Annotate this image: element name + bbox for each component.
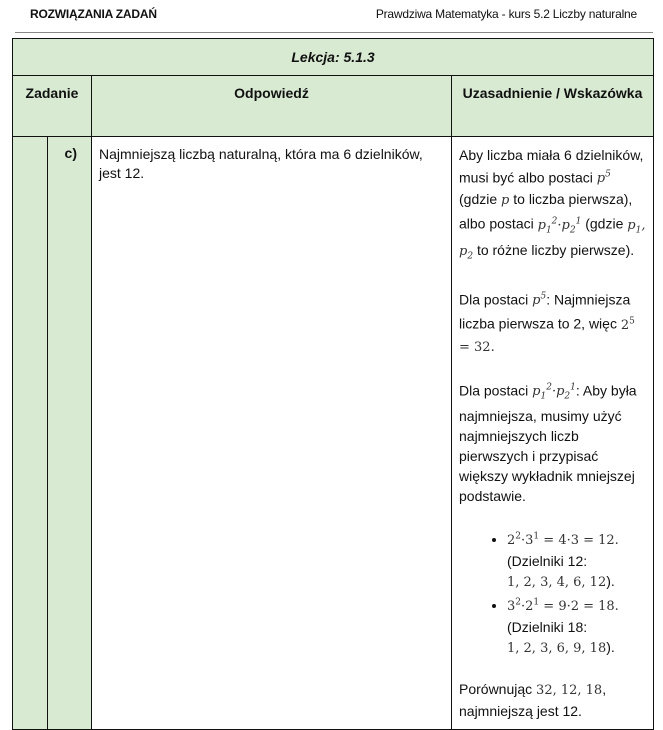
text: (gdzie [581, 215, 628, 232]
divisors-list: 1, 2, 3, 6, 9, 18 [507, 641, 607, 657]
column-header-answer: Odpowiedź [92, 76, 452, 137]
document-header-right: Prawdziwa Matematyka - kurs 5.2 Liczby naturalne [375, 7, 637, 21]
math-expression: 32, 12, 18 [536, 683, 603, 699]
column-header-task: Zadanie [13, 76, 92, 137]
math-expression: $p_1^2\cdot p_2^1$ [537, 216, 582, 236]
math-expression: $2^5 = 32$. [459, 316, 635, 355]
column-header-justification: Uzasadnienie / Wskazówka [452, 76, 654, 137]
task-subid: c) [48, 137, 92, 730]
math-expression: $3^2\cdot 2^1 = 9\cdot 2 = 18$. [507, 597, 619, 615]
task-number-cell [13, 137, 48, 730]
answer-cell: Najmniejszą liczbą naturalną, która ma 6 dzielników, jest 12. [92, 137, 452, 730]
list-item [507, 593, 646, 659]
text: Porównując [459, 681, 537, 698]
math-expression: $p_1$, $p_2$ [459, 217, 646, 262]
text: (Dzielniki 18: [507, 619, 588, 636]
table-row [13, 137, 654, 730]
justification-paragraph [459, 287, 646, 358]
text: : Najmniejsza liczba pierwsza to 2, więc [459, 291, 631, 332]
text: : Aby była najmniejsza, musimy użyć najmniejszych liczb pierwszych i przypisać większy wykładnik mniejszej podstawie. [459, 381, 637, 505]
text: , najmniejszą jest 12. [459, 681, 607, 720]
text: ). [606, 639, 615, 656]
math-expression: $2^2\cdot 3^1 = 4\cdot 3 = 12$. [507, 531, 619, 548]
math-expression: $p^5$ [596, 170, 611, 187]
math-expression: p [501, 193, 510, 209]
text: to liczba pierwsza), albo postaci [459, 191, 633, 232]
header-divider [15, 32, 653, 33]
document-header-left: ROZWIĄZANIA ZADAŃ [30, 7, 157, 21]
lesson-title: Lekcja: 5.1.3 [13, 39, 654, 76]
math-expression: $p_1^2\cdot p_2^1$ [532, 382, 576, 402]
text: to różne liczby pierwsze). [473, 242, 635, 259]
text: Dla postaci [459, 291, 533, 308]
justification-cell [452, 137, 654, 730]
text: ). [606, 572, 615, 589]
candidate-list [459, 526, 646, 659]
divisors-list: 1, 2, 3, 4, 6, 12 [507, 574, 607, 590]
text: Aby liczba miała 6 dzielników, musi być albo postaci [459, 147, 644, 186]
text: (Dzielniki 12: [507, 552, 588, 569]
solutions-table [12, 38, 654, 730]
list-item [507, 526, 646, 592]
justification-paragraph [459, 378, 646, 507]
math-expression: $p^5$ [532, 291, 547, 309]
justification-paragraph [459, 679, 646, 721]
text: Dla postaci [459, 381, 533, 398]
justification-paragraph [459, 145, 646, 267]
text: (gdzie [459, 191, 502, 208]
